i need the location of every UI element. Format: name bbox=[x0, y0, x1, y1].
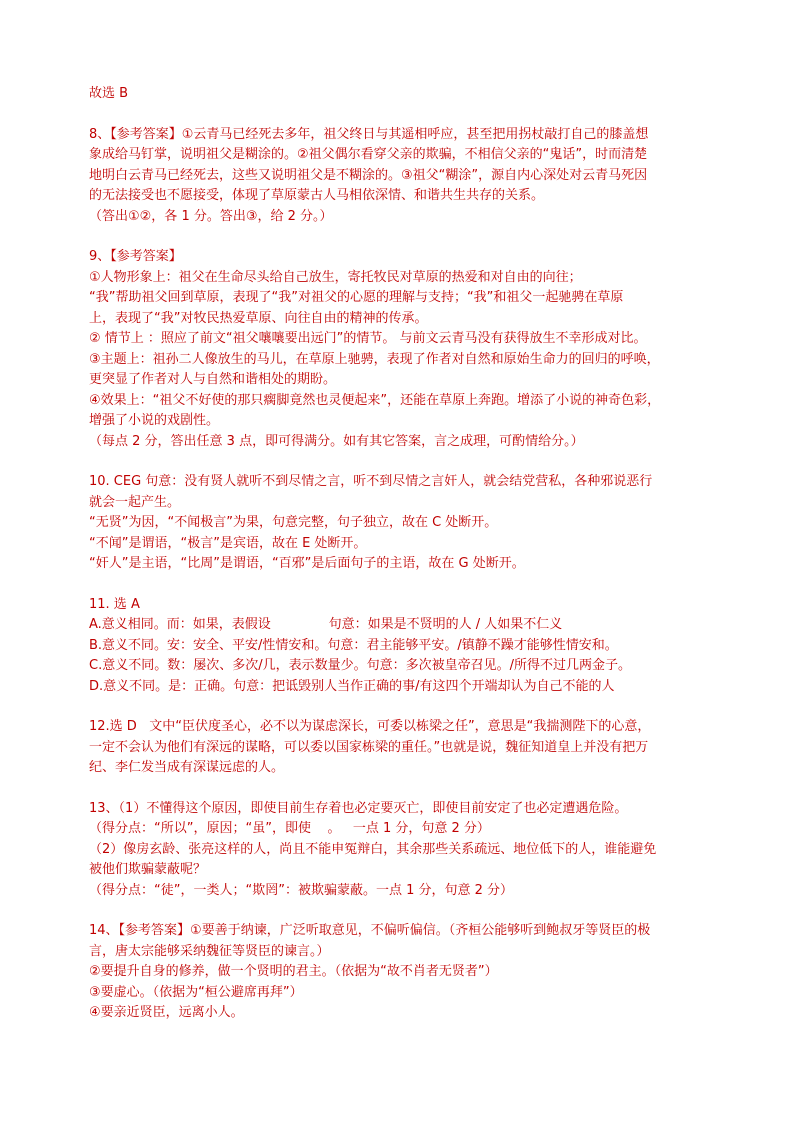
question-13-block bbox=[89, 799, 707, 902]
q12-line: 纪、李仁发当成有深谋远虑的人。 bbox=[89, 760, 285, 775]
q14-line: 言，唐太宗能够采纳魏征等贤臣的谏言。） bbox=[89, 943, 330, 959]
q10-line: “无贤”为因，“不闻极言”为果，句意完整，句子独立，故在 C 处断开。 bbox=[89, 515, 498, 530]
question-12-block bbox=[89, 717, 707, 779]
answer-key-content bbox=[89, 84, 707, 1024]
q9-line: ④效果上：“祖父不好使的那只瘸脚竟然也灵便起来”，还能在草原上奔跑。增添了小说的神奇色彩， bbox=[89, 392, 661, 408]
q13-scoring-note: （得分点：“徒”，一类人；“欺罔”：被欺骗蒙蔽。一点 1 分，句意 2 分） bbox=[89, 882, 514, 898]
question-11-block bbox=[89, 595, 707, 698]
q10-line: 就会一起产生。 bbox=[89, 494, 181, 510]
question-14-block bbox=[89, 921, 707, 1024]
q9-line: 增强了小说的戏剧性。 bbox=[89, 413, 220, 428]
q8-line: 的无法接受也不愿接受，体现了草原蒙古人马相依深情、和谐共生共存的关系。 bbox=[89, 188, 545, 203]
q8-line: 8、【参考答案】①云青马已经死去多年，祖父终日与其遥相呼应，甚至把用拐杖敲打自己的膝盖想 bbox=[89, 126, 649, 142]
q9-line: ①人物形象上：祖父在生命尽头给自己放生，寄托牧民对草原的热爱和对自由的向往； bbox=[89, 269, 582, 285]
q9-line: ③主题上：祖孙二人像放生的马儿，在草原上驰骋，表现了作者对自然和原始生命力的回归的呼唤， bbox=[89, 351, 660, 367]
q13-line: 被他们欺骗蒙蔽呢？ bbox=[89, 862, 207, 877]
q14-line: ③要虚心。（依据为“桓公避席再拜”） bbox=[89, 984, 303, 1000]
q8-line: 象成给马钉掌，说明祖父是糊涂的。②祖父偶尔看穿父亲的欺骗，不相信父亲的“鬼话”，时而清楚 bbox=[89, 147, 648, 162]
q10-line: “不闻”是谓语，“极言”是宾语，故在 E 处断开。 bbox=[89, 535, 367, 551]
q14-line: ②要提升自身的修养，做一个贤明的君主。（依据为“故不肖者无贤者”） bbox=[89, 964, 498, 979]
q11-option-a: A.意义相同。而：如果，表假设 句意：如果是不贤明的人 / 人如果不仁义 bbox=[89, 617, 563, 632]
q13-line: （2）像房玄龄、张亮这样的人，尚且不能申冤辩白，其余那些关系疏远、地位低下的人，谁能避免 bbox=[89, 841, 657, 857]
q13-line: 13、（1）不懂得这个原因，即使目前生存着也必定要灭亡，即使目前安定了也必定遭遇危险。 bbox=[89, 800, 628, 816]
q8-line: 地明白云青马已经死去，这些又说明祖父是不糊涂的。③祖父“糊涂”，源自内心深处对云青马死因 bbox=[89, 167, 648, 183]
q9-line: 更突显了作者对人与自然和谐相处的期盼。 bbox=[89, 372, 337, 387]
intro-answer: 故选 B bbox=[89, 86, 129, 101]
q11-heading: 11. 选 A bbox=[89, 596, 140, 612]
q8-scoring-note: （答出①②，各 1 分。答出③，给 2 分。） bbox=[89, 208, 333, 224]
question-9-block bbox=[89, 247, 707, 452]
q9-line: “我”帮助祖父回到草原，表现了“我”对祖父的心愿的理解与支持；“我”和祖父一起驰骋在草原 bbox=[89, 290, 624, 305]
q9-line: ② 情节上 ：照应了前文“祖父嚷嚷要出远门”的情节。 与前文云青马没有获得放生不幸形成对比。 bbox=[89, 331, 647, 346]
q11-option-b: B.意义不同。安：安全、平安/性情安和。句意：君主能够平安。/镇静不躁才能够性情安和。 bbox=[89, 637, 618, 653]
q11-option-c: C.意义不同。数：屡次、多次/几，表示数量少。句意：多次被皇帝召见。/所得不过几两金子。 bbox=[89, 658, 631, 673]
q10-line: 10. CEG 句意：没有贤人就听不到尽情之言，听不到尽情之言奸人，就会结党营私，各种邪说恶行 bbox=[89, 474, 653, 489]
q13-scoring-note: （得分点：“所以”，原因；“虽”，即使 。 一点 1 分，句意 2 分） bbox=[89, 821, 490, 836]
q11-option-d: D.意义不同。是：正确。句意：把诋毁别人当作正确的事/有这四个开端却认为自己不能的人 bbox=[89, 678, 615, 694]
q12-line: 一定不会认为他们有深远的谋略，可以委以国家栋梁的重任。”也就是说，魏征知道皇上并没有把万 bbox=[89, 739, 649, 755]
question-8-block bbox=[89, 125, 707, 228]
question-10-block bbox=[89, 472, 707, 575]
q14-line: 14、【参考答案】①要善于纳谏，广泛听取意见，不偏听偏信。（齐桓公能够听到鲍叔牙等贤臣的极 bbox=[89, 923, 651, 938]
q9-scoring-note: （每点 2 分，答出任意 3 点，即可得满分。如有其它答案，言之成理，可酌情给分。） bbox=[89, 433, 584, 449]
q14-line: ④要亲近贤臣，远离小人。 bbox=[89, 1005, 244, 1020]
q9-heading: 9、【参考答案】 bbox=[89, 249, 182, 264]
q9-line: 上，表现了“我”对牧民热爱草原、向往自由的精神的传承。 bbox=[89, 310, 428, 326]
q12-line: 12.选 D 文中“臣伏度圣心，必不以为谋虑深长，可委以栋梁之任”，意思是“我揣测陛下的心意， bbox=[89, 719, 651, 734]
q10-line: “奸人”是主语，“比周”是谓语，“百邪”是后面句子的主语，故在 G 处断开。 bbox=[89, 556, 525, 571]
